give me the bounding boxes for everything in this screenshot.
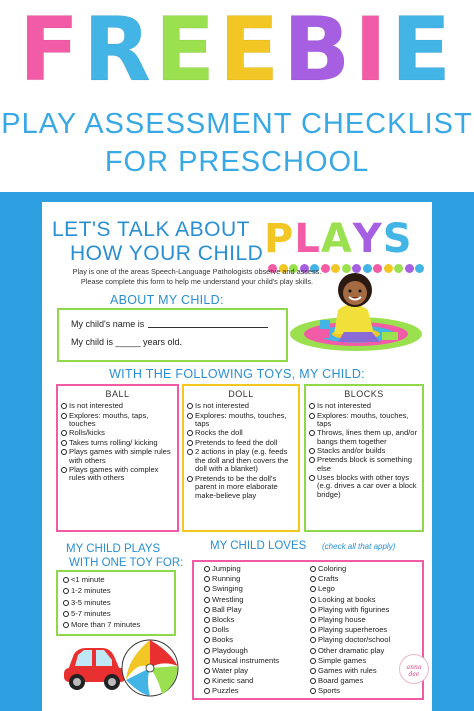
checklist-item-label: Explores: mouths, touches, taps	[317, 410, 409, 429]
checklist-item-label: Water play	[212, 666, 249, 675]
checkbox-circle-icon[interactable]	[310, 607, 316, 613]
checkbox-circle-icon[interactable]	[309, 448, 315, 454]
checklist-item[interactable]	[310, 616, 422, 625]
checklist-item-label: 2 actions in play (e.g. feeds the doll and then covers the doll with a blanket)	[195, 447, 289, 474]
freebie-letter: R	[83, 0, 155, 101]
checklist-item-label: Puzzles	[212, 686, 239, 696]
checkbox-circle-icon[interactable]	[204, 668, 210, 674]
child-age-label: My child is _____ years old.	[71, 337, 183, 347]
checklist-item[interactable]	[61, 402, 176, 411]
freebie-letter: E	[218, 0, 284, 101]
checklist-item[interactable]	[187, 475, 297, 501]
checklist-item[interactable]	[187, 402, 297, 411]
checklist-item-label: Coloring	[318, 564, 347, 573]
checklist-item-label: Is not interested	[69, 401, 124, 410]
checkbox-circle-icon[interactable]	[61, 413, 67, 419]
checklist-item[interactable]	[204, 616, 304, 625]
checklist-item[interactable]	[63, 610, 171, 619]
checkbox-circle-icon[interactable]	[61, 440, 67, 446]
checklist-item[interactable]	[61, 429, 176, 438]
plays-letter: A	[320, 216, 353, 262]
about-box	[57, 308, 288, 362]
child-name-label: My child's name is	[71, 319, 145, 329]
logo-text: anna dee	[406, 664, 422, 678]
freebie-letter: F	[18, 0, 84, 101]
checkbox-circle-icon[interactable]	[187, 440, 193, 446]
checklist-item-label: Is not interested	[195, 401, 250, 410]
one-toy-title-2: WITH ONE TOY FOR:	[69, 557, 184, 569]
checklist-item-label: Books	[212, 635, 234, 645]
checkbox-circle-icon[interactable]	[309, 413, 315, 419]
checklist-item-label: Swinging	[212, 584, 243, 594]
checklist-item[interactable]	[187, 439, 297, 448]
checkbox-circle-icon[interactable]	[61, 403, 67, 409]
checklist-item[interactable]	[204, 667, 304, 676]
checklist-item[interactable]	[63, 621, 171, 630]
blocks-title: BLOCKS	[344, 389, 384, 399]
plays-word	[264, 214, 413, 264]
freebie-letter: I	[354, 0, 391, 101]
checklist-item-label: Explores: mouths, touches, taps	[195, 410, 287, 429]
plays-letter: P	[264, 216, 295, 262]
checkbox-circle-icon[interactable]	[309, 403, 315, 409]
checklist-item[interactable]	[61, 412, 176, 429]
checklist-item[interactable]	[63, 587, 171, 596]
checklist-item[interactable]	[204, 677, 304, 686]
checklist-item-label: Ball Play	[212, 604, 242, 614]
checklist-item-label: Looking at books	[318, 594, 376, 604]
checklist-item-label: Games with rules	[318, 666, 377, 675]
beach-ball-illustration	[118, 638, 182, 698]
checklist-item[interactable]	[204, 687, 304, 696]
checklist-item-label: Jumping	[212, 564, 241, 573]
checklist-item[interactable]	[309, 412, 421, 429]
checklist-item-label: Rocks the doll	[195, 428, 243, 437]
child-name-field[interactable]	[148, 327, 268, 328]
checklist-item[interactable]	[204, 606, 304, 615]
checklist-item-label: Blocks	[212, 615, 235, 624]
doll-title: DOLL	[228, 389, 254, 399]
checklist-item-label: 3-5 minutes	[71, 597, 111, 607]
checkbox-circle-icon[interactable]	[61, 430, 67, 436]
checklist-item-label: Playing house	[318, 615, 366, 624]
checklist-item-label: Running	[212, 574, 241, 584]
checkbox-circle-icon[interactable]	[187, 403, 193, 409]
checklist-item-label: Simple games	[318, 655, 367, 665]
checkbox-circle-icon[interactable]	[204, 658, 210, 664]
checklist-item[interactable]	[310, 626, 422, 635]
checkbox-circle-icon[interactable]	[187, 430, 193, 436]
freebie-title	[0, 0, 474, 101]
checkbox-circle-icon[interactable]	[310, 648, 316, 654]
checklist-item-label: Kinetic sand	[212, 676, 254, 686]
checklist-item[interactable]	[310, 606, 422, 615]
subtitle-line-1: PLAY ASSESSMENT CHECKLIST	[1, 108, 473, 140]
checkbox-circle-icon[interactable]	[204, 607, 210, 613]
checklist-item[interactable]	[309, 447, 421, 456]
checklist-item-label: Playdough	[212, 645, 248, 655]
checklist-item-label: Pretends to feed the doll	[195, 437, 278, 447]
checkbox-circle-icon[interactable]	[204, 566, 210, 572]
child-illustration	[286, 262, 426, 354]
checklist-item[interactable]	[310, 575, 422, 584]
checklist-item[interactable]	[204, 626, 304, 635]
checkbox-circle-icon[interactable]	[61, 467, 67, 473]
checkbox-circle-icon[interactable]	[310, 566, 316, 572]
checklist-item[interactable]	[61, 466, 176, 483]
checklist-item-label: Dolls	[212, 625, 229, 635]
checklist-item[interactable]	[310, 565, 422, 574]
checklist-item[interactable]	[204, 596, 304, 605]
checkbox-circle-icon[interactable]	[187, 449, 193, 455]
checkbox-circle-icon[interactable]	[310, 668, 316, 674]
checklist-item[interactable]	[310, 647, 422, 656]
intro-line-1: Play is one of the areas Speech-Language Pathologists observe and assess.	[72, 267, 322, 276]
freebie-letter: E	[390, 0, 456, 101]
checklist-item-label: Lego	[318, 584, 335, 594]
checklist-item[interactable]	[310, 596, 422, 605]
checklist-item[interactable]	[309, 402, 421, 411]
checkbox-circle-icon[interactable]	[204, 597, 210, 603]
ball-title: BALL	[105, 389, 130, 399]
checkbox-circle-icon[interactable]	[61, 449, 67, 455]
plays-letter: Y	[352, 216, 383, 262]
freebie-letter: E	[154, 0, 219, 101]
checklist-item-label: Musical instruments	[212, 655, 280, 665]
checkbox-circle-icon[interactable]	[310, 617, 316, 623]
checkbox-circle-icon[interactable]	[204, 648, 210, 654]
checklist-item-label: Throws, lines them up, and/or bangs them together	[317, 428, 418, 446]
checklist-item[interactable]	[61, 448, 176, 465]
loves-note: (check all that apply)	[322, 542, 396, 551]
checklist-item[interactable]	[309, 456, 421, 473]
checkbox-circle-icon[interactable]	[309, 457, 315, 463]
checkbox-circle-icon[interactable]	[310, 658, 316, 664]
checklist-item-label: Rolls/kicks	[69, 428, 105, 437]
checkbox-circle-icon[interactable]	[63, 600, 69, 606]
checklist-item-label: Plays games with complex rules with others	[69, 464, 159, 483]
header-banner	[0, 0, 474, 192]
checklist-item-label: More than 7 minutes	[71, 620, 141, 630]
checklist-item-label: Crafts	[318, 574, 339, 584]
checklist-item[interactable]	[187, 448, 297, 474]
checklist-item[interactable]	[204, 647, 304, 656]
checklist-item[interactable]	[187, 429, 297, 438]
checklist-item-label: <1 minute	[71, 575, 105, 584]
plays-letter: S	[382, 216, 413, 262]
checklist-item-label: Sports	[318, 686, 340, 696]
checklist-item[interactable]	[204, 585, 304, 594]
checklist-item-label: Other dramatic play	[318, 645, 385, 655]
checklist-item-label: 5-7 minutes	[71, 608, 111, 618]
heading-line-1: LET'S TALK ABOUT	[52, 218, 250, 241]
checkbox-circle-icon[interactable]	[63, 577, 69, 583]
checklist-item[interactable]	[310, 636, 422, 645]
one-toy-title-1: MY CHILD PLAYS	[66, 543, 161, 555]
checkbox-circle-icon[interactable]	[309, 430, 315, 436]
checklist-item-label: Wrestling	[212, 594, 244, 604]
checkbox-circle-icon[interactable]	[187, 413, 193, 419]
checkbox-circle-icon[interactable]	[204, 617, 210, 623]
checklist-item-label: Is not interested	[317, 401, 372, 410]
checkbox-circle-icon[interactable]	[63, 611, 69, 617]
plays-letter: L	[294, 216, 321, 262]
checklist-item[interactable]	[310, 687, 422, 696]
checklist-item[interactable]	[204, 565, 304, 574]
checklist-item-label: Pretends block is something else	[317, 455, 412, 473]
checklist-item-label: Pretends to be the doll's parent in more elaborate make-believe play	[195, 473, 278, 500]
checklist-item-label: Playing doctor/school	[318, 635, 391, 645]
checklist-item-label: Playing superheroes	[318, 625, 388, 635]
toys-title: WITH THE FOLLOWING TOYS, MY CHILD:	[109, 367, 365, 381]
checkbox-circle-icon[interactable]	[310, 597, 316, 603]
loves-title: MY CHILD LOVES	[210, 540, 307, 552]
checklist-item[interactable]	[187, 412, 297, 429]
subtitle-line-2: FOR PRESCHOOL	[104, 146, 370, 178]
checklist-item-label: Plays games with simple rules with others	[69, 447, 171, 465]
checklist-item-label: Uses blocks with other toys (e.g. drives a car over a block bridge)	[317, 472, 417, 499]
checklist-item[interactable]	[310, 585, 422, 594]
checklist-item-label: Explores: mouths, taps, touches	[69, 410, 149, 429]
checklist-item-label: Board games	[318, 676, 364, 686]
checklist-item-label: Stacks and/or builds	[317, 445, 386, 455]
freebie-letter: B	[283, 0, 355, 101]
checklist-item[interactable]	[204, 636, 304, 645]
checklist-item[interactable]	[204, 657, 304, 666]
checklist-item-label: Playing with figurines	[318, 604, 390, 614]
checklist-item[interactable]	[309, 474, 421, 500]
about-title: ABOUT MY CHILD:	[110, 293, 224, 307]
checklist-item[interactable]	[63, 576, 171, 585]
intro-line-2: Please complete this form to help me understand your child's play skills.	[80, 276, 314, 286]
checklist-item[interactable]	[309, 429, 421, 446]
checklist-item[interactable]	[63, 599, 171, 608]
checkbox-circle-icon[interactable]	[309, 475, 315, 481]
checklist-item[interactable]	[61, 439, 176, 448]
checklist-item-label: Takes turns rolling/ kicking	[69, 437, 158, 447]
checklist-item[interactable]	[204, 575, 304, 584]
heading-line-2: HOW YOUR CHILD	[70, 242, 264, 265]
checklist-item-label: 1-2 minutes	[71, 586, 111, 596]
checkbox-circle-icon[interactable]	[187, 476, 193, 482]
